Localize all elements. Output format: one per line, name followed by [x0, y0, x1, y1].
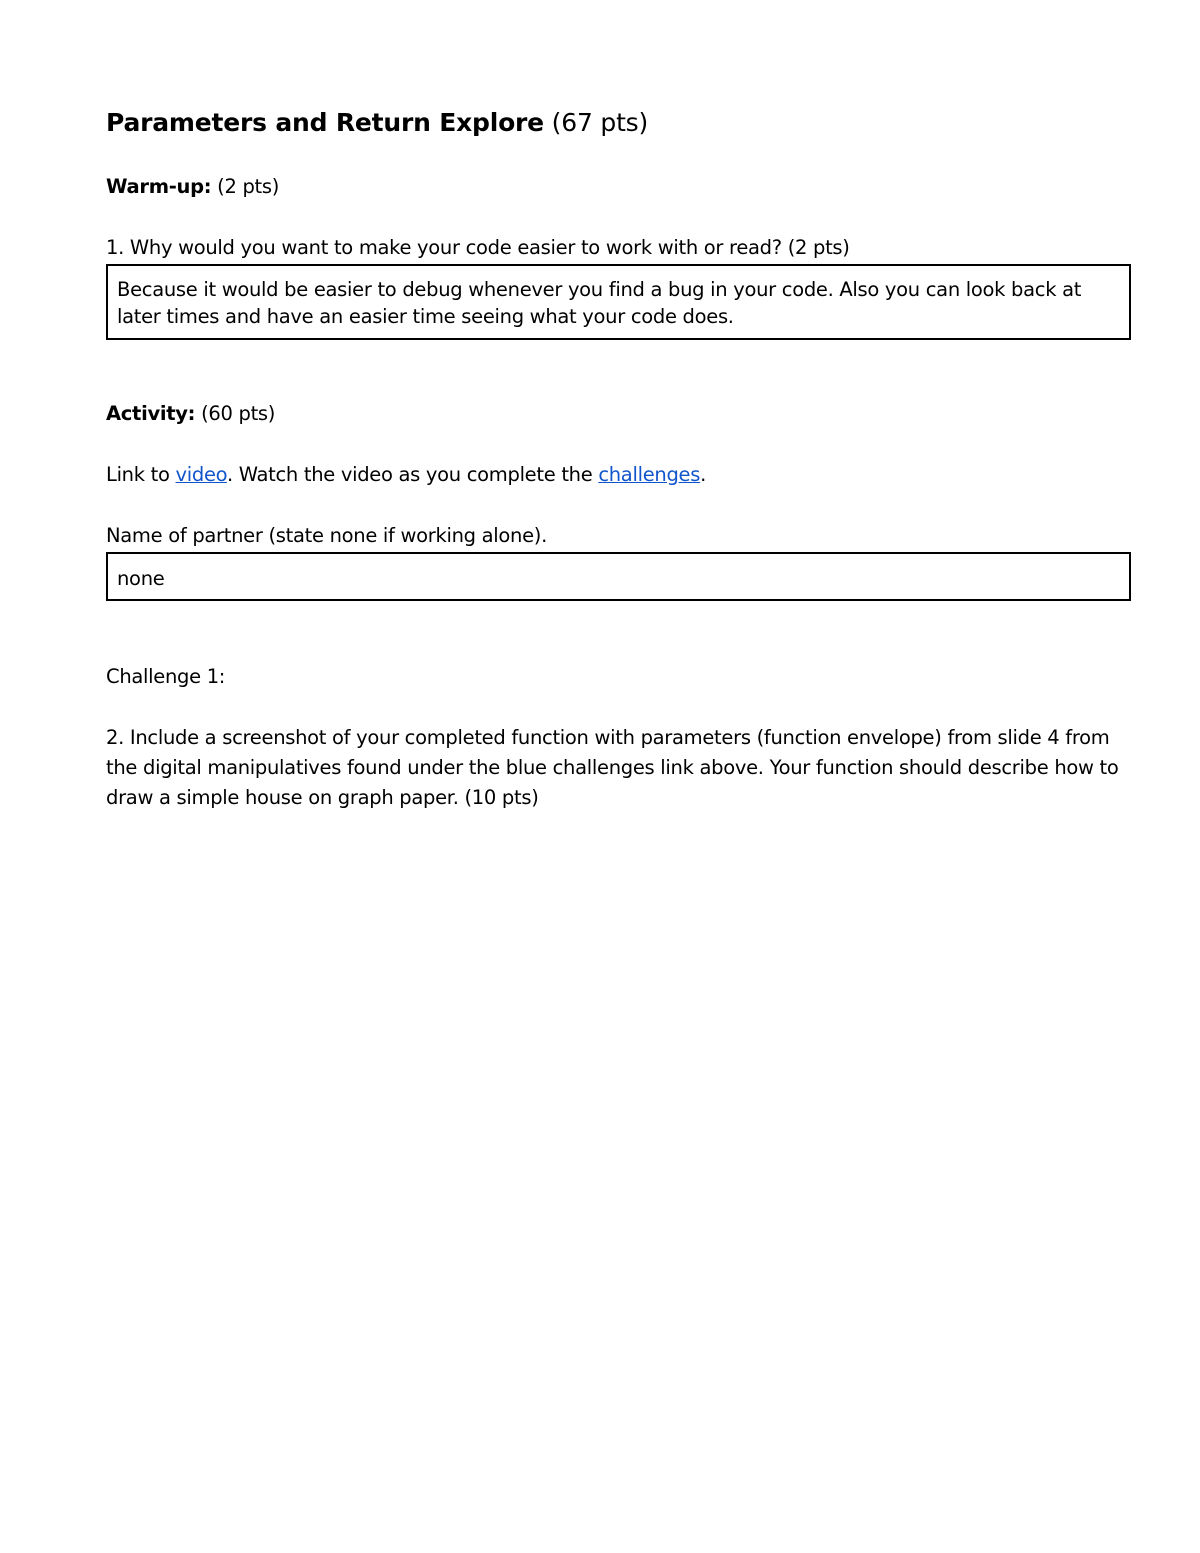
activity-heading: [106, 400, 275, 428]
title-points: (67 pts): [543, 108, 649, 137]
warmup-answer-box[interactable]: [106, 264, 1131, 340]
warmup-points: (2 pts): [211, 175, 280, 198]
partner-answer-box[interactable]: [106, 552, 1131, 601]
warmup-heading: [106, 173, 279, 201]
activity-links-line: [106, 461, 706, 489]
page-title: [106, 106, 648, 140]
partner-prompt: Name of partner (state none if working alone).: [106, 524, 548, 547]
title-text: Parameters and Return Explore: [106, 108, 544, 137]
warmup-question: 1. Why would you want to make your code easier to work with or read? (2 pts): [106, 236, 850, 259]
challenge1-heading: Challenge 1:: [106, 665, 226, 688]
warmup-label: Warm-up:: [106, 175, 212, 198]
video-link[interactable]: video: [175, 463, 227, 486]
link-suffix: .: [700, 463, 706, 486]
challenges-link[interactable]: challenges: [598, 463, 701, 486]
activity-label: Activity:: [106, 402, 196, 425]
link-prefix: Link to: [106, 463, 176, 486]
challenge1-question: 2. Include a screenshot of your completed function with parameters (function envelope) from slide 4 from the digital manipulatives found under the blue challenges link above. Your function should describe how to draw a simple house on graph paper. (10 pts): [106, 726, 1119, 809]
link-middle: . Watch the video as you complete the: [226, 463, 599, 486]
partner-answer-text: none: [117, 567, 165, 590]
warmup-answer-text: Because it would be easier to debug whenever you find a bug in your code. Also you can look back at later times and have an easier time seeing what your code does.: [117, 278, 1082, 328]
activity-points: (60 pts): [195, 402, 276, 425]
